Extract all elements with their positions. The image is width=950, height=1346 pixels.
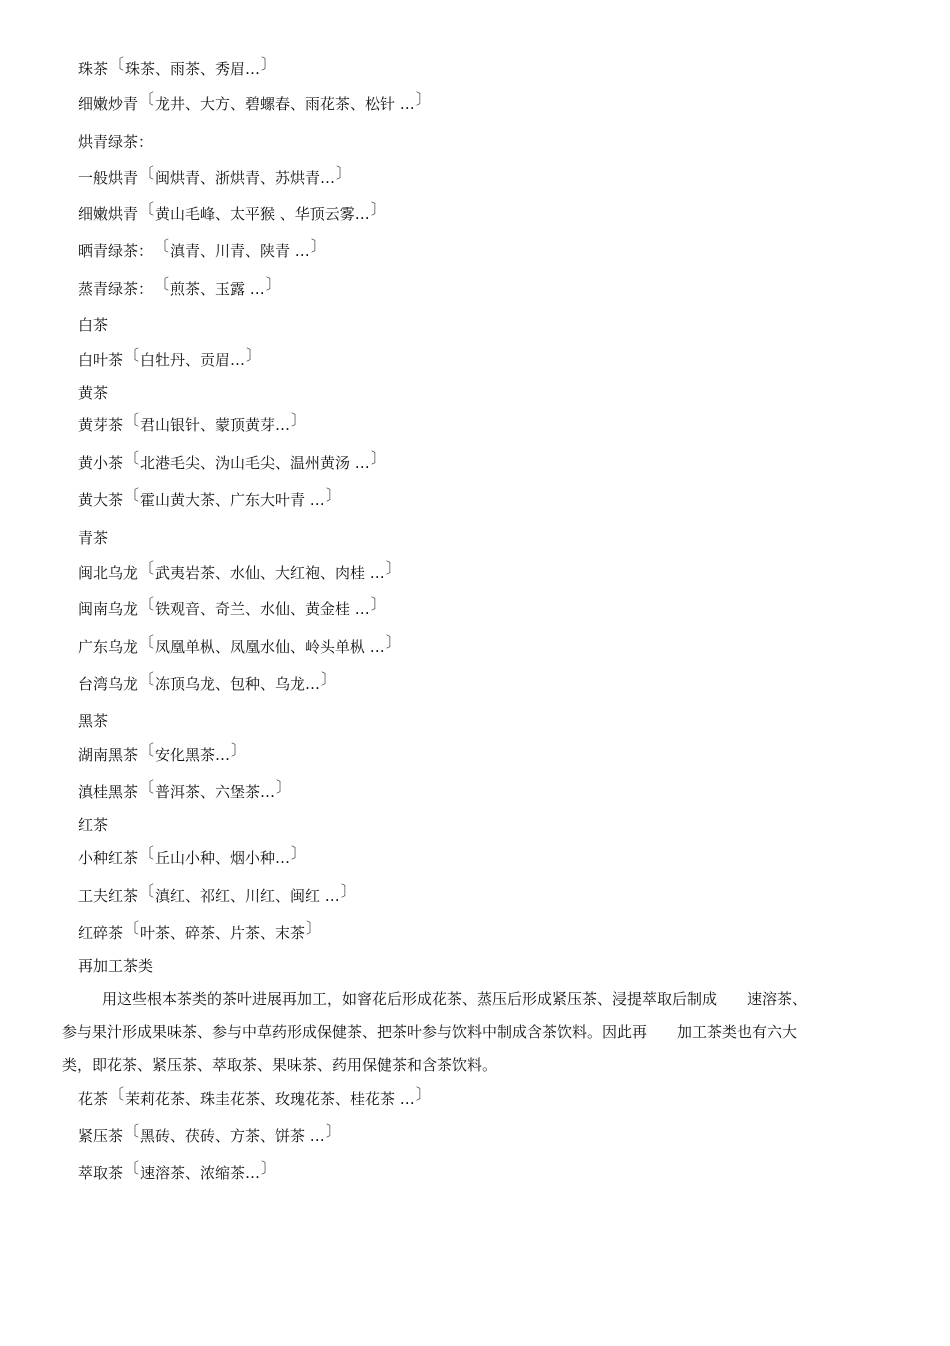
- entry-label: 紧压茶: [78, 1127, 124, 1145]
- entry-content: 黄山毛峰、太平猴 、华顶云雾…: [155, 205, 370, 223]
- tea-entry: [78, 346, 262, 370]
- entry-label: 闽北乌龙: [78, 564, 139, 582]
- tea-entry: [78, 778, 292, 802]
- close-bracket: 〕: [325, 1122, 341, 1140]
- close-bracket: 〕: [291, 411, 307, 429]
- close-bracket: 〕: [385, 633, 401, 651]
- close-bracket: 〕: [415, 1085, 431, 1103]
- entry-content: 武夷岩茶、水仙、大红袍、肉桂 …: [155, 564, 385, 582]
- entry-label: 珠茶: [78, 60, 109, 78]
- entry-label: 滇桂黑茶: [78, 783, 139, 801]
- entry-label: 晒青绿茶：: [78, 242, 154, 260]
- paragraph-line: 参与果汁形成果味茶、参与中草药形成保健茶、把茶叶参与饮料中制成含茶饮料。因此再 加工茶类也有六大: [62, 1023, 798, 1041]
- entry-content: 黑砖、茯砖、方茶、饼茶 …: [140, 1127, 325, 1145]
- entry-content: 凤凰单枞、凤凰水仙、岭头单枞 …: [155, 638, 385, 656]
- open-bracket: 〔: [139, 882, 155, 900]
- entry-content: 白牡丹、贡眉…: [140, 351, 246, 369]
- paragraph-line: 用这些根本茶类的茶叶进展再加工，如窨花后形成花茶、蒸压后形成紧压茶、浸提萃取后制成 速溶茶、: [102, 990, 808, 1008]
- tea-entry: [78, 200, 387, 224]
- entry-label: 细嫩烘青: [78, 205, 139, 223]
- entry-content: 珠茶、雨茶、秀眉…: [125, 60, 261, 78]
- open-bracket: 〔: [124, 346, 140, 364]
- tea-entry: [78, 595, 387, 619]
- entry-content: 叶茶、碎茶、片茶、末茶: [140, 924, 306, 942]
- tea-entry: [78, 882, 357, 906]
- entry-content: 君山银针、蒙顶黄芽…: [140, 416, 291, 434]
- open-bracket: 〔: [124, 486, 140, 504]
- tea-entry: [78, 1122, 342, 1146]
- close-bracket: 〕: [321, 670, 337, 688]
- category-heading: 黄茶: [78, 384, 109, 402]
- entry-label: 红碎茶: [78, 924, 124, 942]
- entry-label: 广东乌龙: [78, 638, 139, 656]
- tea-entry: [78, 670, 337, 694]
- entry-content: 安化黑茶…: [155, 746, 231, 764]
- entry-label: 黄芽茶: [78, 416, 124, 434]
- open-bracket: 〔: [139, 559, 155, 577]
- entry-label: 工夫红茶: [78, 887, 139, 905]
- entry-label: 小种红茶: [78, 849, 139, 867]
- open-bracket: 〔: [109, 55, 125, 73]
- entry-content: 丘山小种、烟小种…: [155, 849, 291, 867]
- close-bracket: 〕: [336, 164, 352, 182]
- open-bracket: 〔: [139, 164, 155, 182]
- open-bracket: 〔: [139, 844, 155, 862]
- tea-entry: [78, 237, 327, 261]
- open-bracket: 〔: [124, 1159, 140, 1177]
- open-bracket: 〔: [124, 411, 140, 429]
- open-bracket: 〔: [139, 778, 155, 796]
- entry-label: 台湾乌龙: [78, 675, 139, 693]
- entry-label: 黄大茶: [78, 491, 124, 509]
- entry-content: 滇青、川青、陕青 …: [170, 242, 310, 260]
- tea-entry: [78, 741, 247, 765]
- close-bracket: 〕: [291, 844, 307, 862]
- category-heading: 白茶: [78, 316, 109, 334]
- open-bracket: 〔: [109, 1085, 125, 1103]
- tea-entry: [78, 1085, 432, 1109]
- entry-label: 湖南黑茶: [78, 746, 139, 764]
- close-bracket: 〕: [370, 200, 386, 218]
- open-bracket: 〔: [139, 200, 155, 218]
- tea-entry: [78, 90, 432, 114]
- entry-label: 黄小茶: [78, 454, 124, 472]
- tea-entry: [78, 275, 282, 299]
- open-bracket: 〔: [124, 449, 140, 467]
- category-heading: 烘青绿茶：: [78, 133, 154, 151]
- paragraph-line: 类，即花茶、紧压茶、萃取茶、果味茶、药用保健茶和含茶饮料。: [62, 1056, 498, 1074]
- entry-content: 茉莉花茶、珠圭花茶、玫瑰花茶、桂花茶 …: [125, 1090, 415, 1108]
- close-bracket: 〕: [370, 449, 386, 467]
- open-bracket: 〔: [139, 633, 155, 651]
- entry-label: 萃取茶: [78, 1164, 124, 1182]
- tea-entry: [78, 633, 402, 657]
- tea-entry: [78, 919, 322, 943]
- open-bracket: 〔: [154, 237, 170, 255]
- close-bracket: 〕: [310, 237, 326, 255]
- tea-entry: [78, 844, 307, 868]
- entry-label: 细嫩炒青: [78, 95, 139, 113]
- entry-content: 铁观音、奇兰、水仙、黄金桂 …: [155, 600, 370, 618]
- open-bracket: 〔: [139, 90, 155, 108]
- tea-entry: [78, 486, 342, 510]
- tea-entry: [78, 449, 387, 473]
- close-bracket: 〕: [276, 778, 292, 796]
- close-bracket: 〕: [261, 1159, 277, 1177]
- close-bracket: 〕: [370, 595, 386, 613]
- close-bracket: 〕: [415, 90, 431, 108]
- tea-entry: [78, 55, 277, 79]
- entry-content: 霍山黄大茶、广东大叶青 …: [140, 491, 325, 509]
- close-bracket: 〕: [231, 741, 247, 759]
- entry-content: 速溶茶、浓缩茶…: [140, 1164, 261, 1182]
- entry-label: 花茶: [78, 1090, 109, 1108]
- entry-content: 北港毛尖、沩山毛尖、温州黄汤 …: [140, 454, 370, 472]
- category-heading: 青茶: [78, 529, 109, 547]
- tea-entry: [78, 411, 307, 435]
- entry-label: 一般烘青: [78, 169, 139, 187]
- close-bracket: 〕: [385, 559, 401, 577]
- entry-content: 煎茶、玉露 …: [170, 280, 265, 298]
- open-bracket: 〔: [139, 741, 155, 759]
- category-heading: 再加工茶类: [78, 957, 154, 975]
- open-bracket: 〔: [124, 1122, 140, 1140]
- close-bracket: 〕: [261, 55, 277, 73]
- open-bracket: 〔: [139, 595, 155, 613]
- open-bracket: 〔: [154, 275, 170, 293]
- close-bracket: 〕: [246, 346, 262, 364]
- open-bracket: 〔: [124, 919, 140, 937]
- close-bracket: 〕: [325, 486, 341, 504]
- entry-content: 普洱茶、六堡茶…: [155, 783, 276, 801]
- open-bracket: 〔: [139, 670, 155, 688]
- entry-content: 滇红、祁红、川红、闽红 …: [155, 887, 340, 905]
- close-bracket: 〕: [340, 882, 356, 900]
- entry-content: 闽烘青、浙烘青、苏烘青…: [155, 169, 336, 187]
- tea-entry: [78, 164, 352, 188]
- entry-content: 冻顶乌龙、包种、乌龙…: [155, 675, 321, 693]
- tea-entry: [78, 559, 402, 583]
- entry-label: 蒸青绿茶：: [78, 280, 154, 298]
- close-bracket: 〕: [265, 275, 281, 293]
- entry-content: 龙井、大方、碧螺春、雨花茶、松针 …: [155, 95, 415, 113]
- category-heading: 黑茶: [78, 712, 109, 730]
- category-heading: 红茶: [78, 816, 109, 834]
- entry-label: 白叶茶: [78, 351, 124, 369]
- close-bracket: 〕: [306, 919, 322, 937]
- tea-entry: [78, 1159, 277, 1183]
- entry-label: 闽南乌龙: [78, 600, 139, 618]
